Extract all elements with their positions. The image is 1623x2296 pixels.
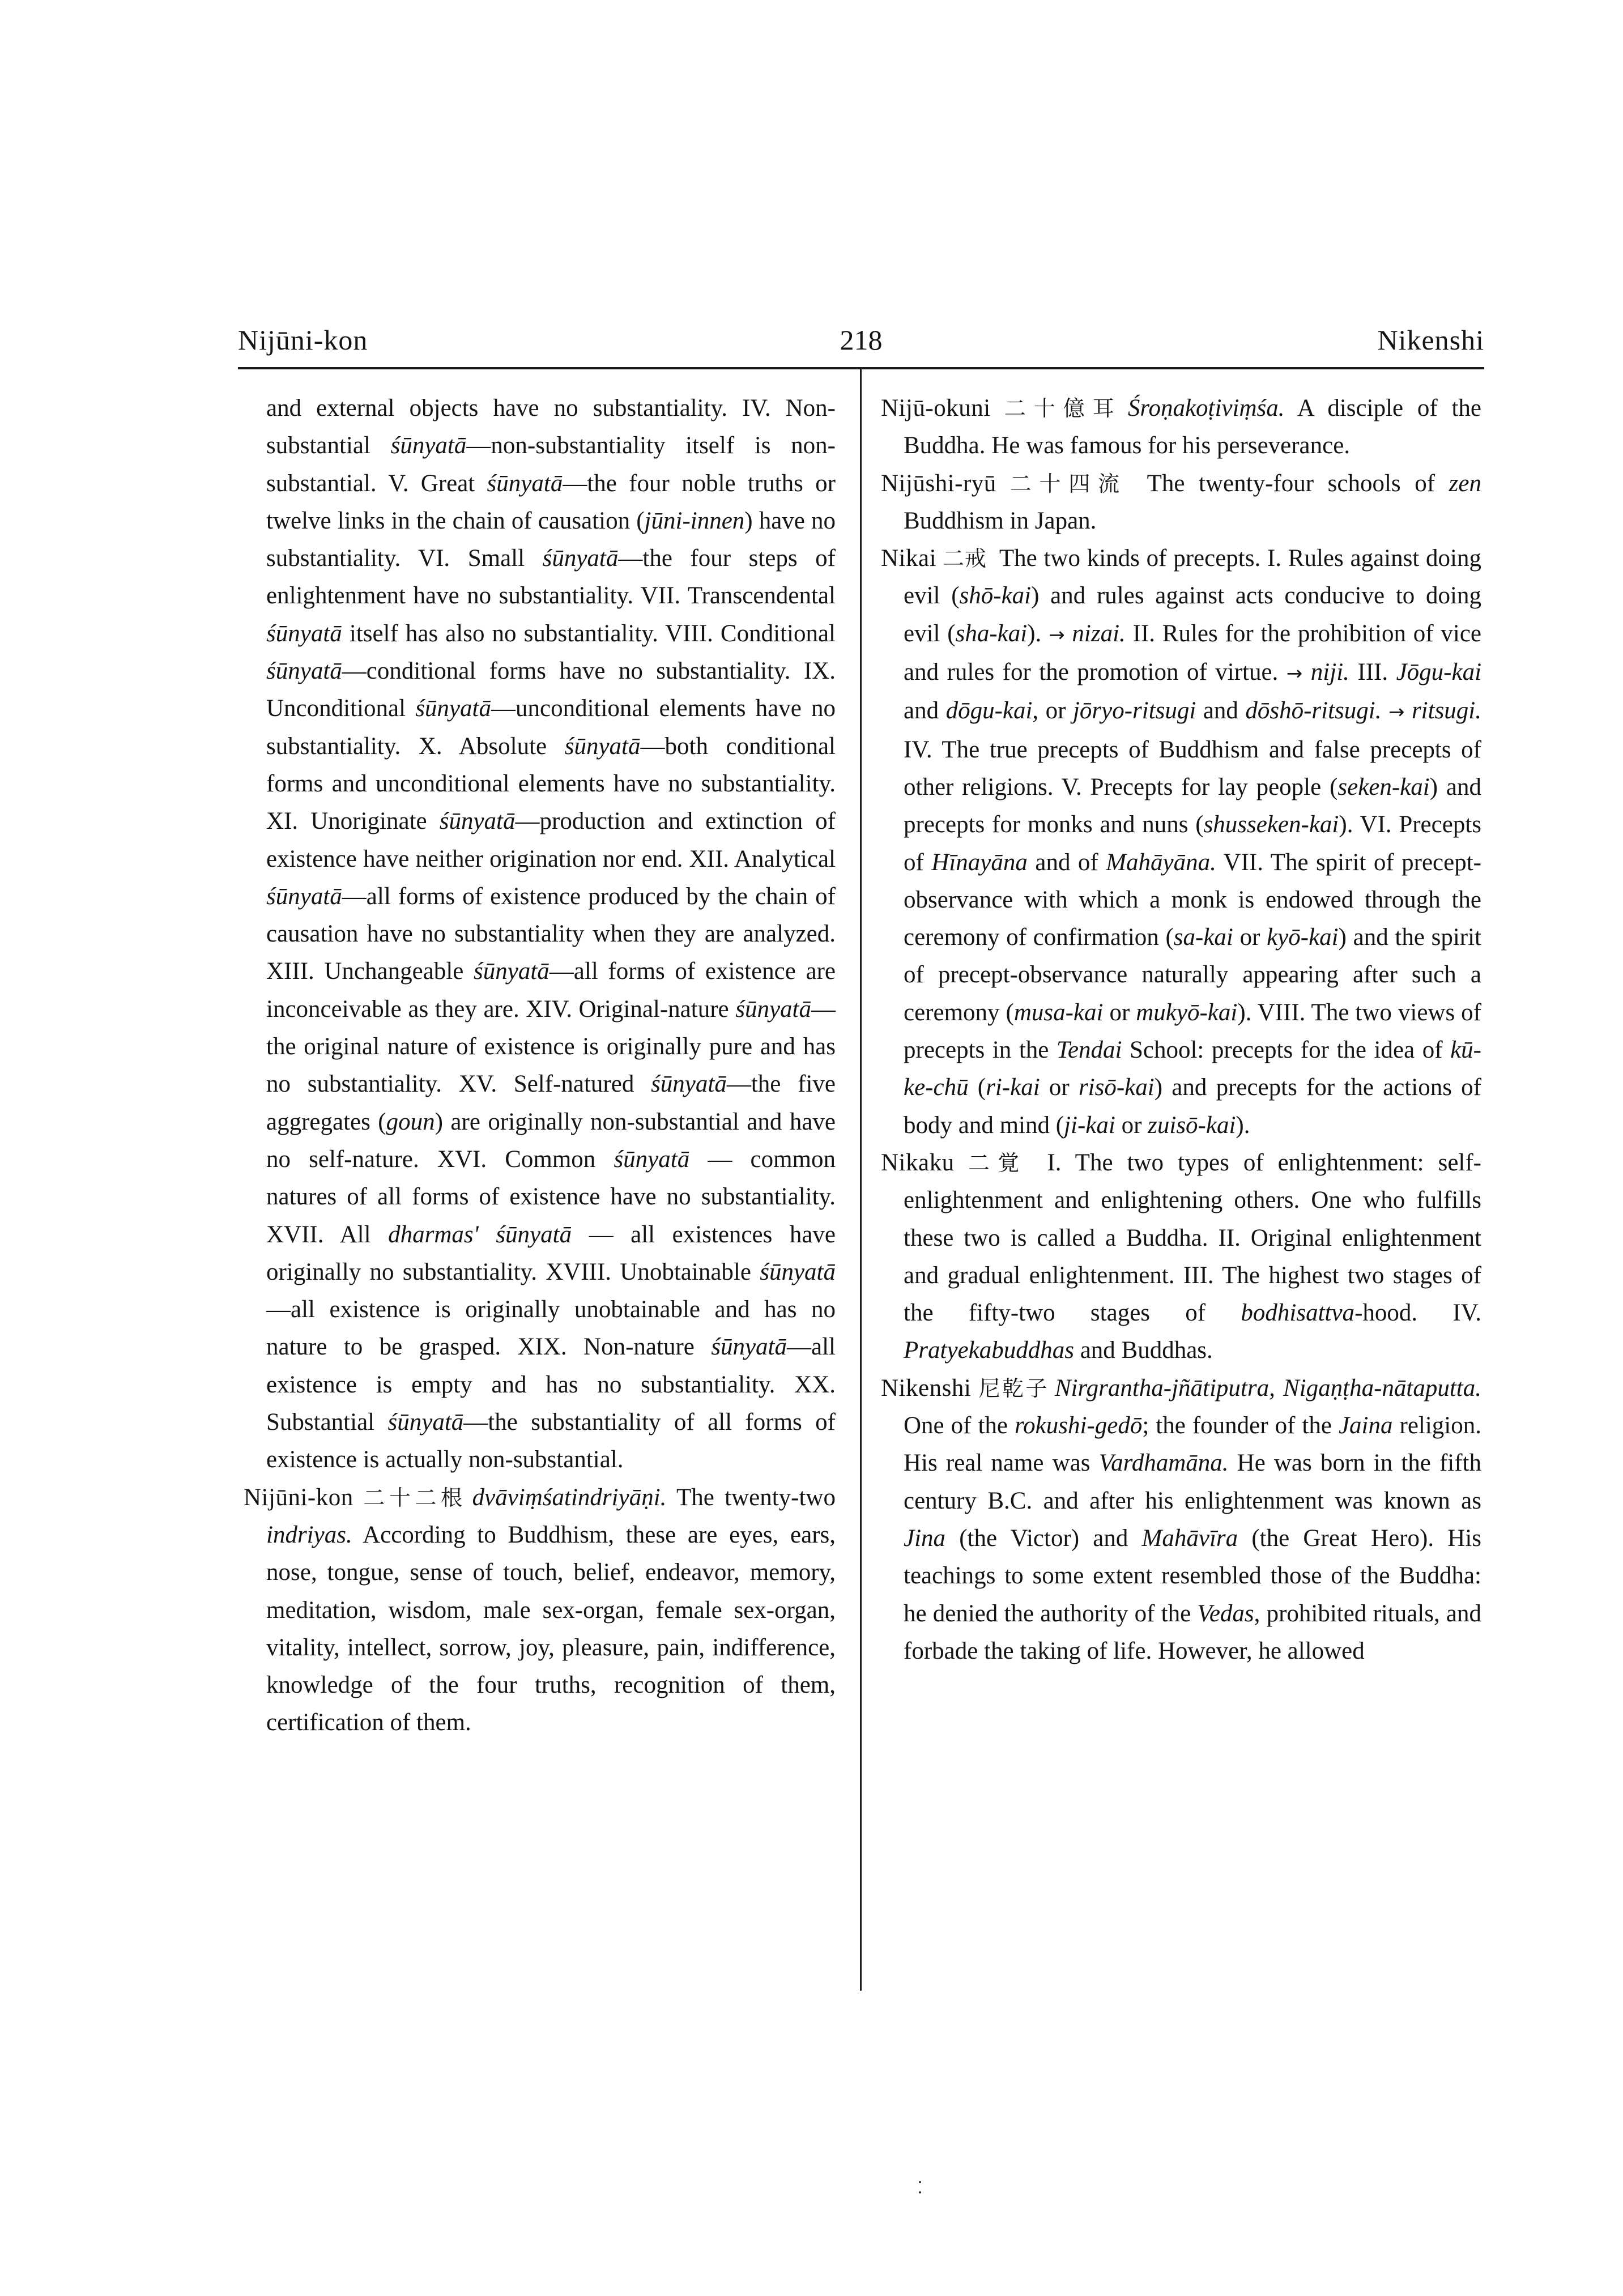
- dictionary-entry: [881, 390, 1481, 465]
- definition-text: —unconditional elements have no substantiality. X. Absolute: [266, 695, 836, 760]
- dictionary-entry: [881, 540, 1481, 1144]
- definition-text: —the five aggregates (: [266, 1071, 836, 1135]
- definition-text: or: [1233, 924, 1267, 951]
- definition-text: [1065, 620, 1072, 647]
- italic-term: bodhisattva: [1241, 1300, 1355, 1327]
- definition-text: (the Victor) and: [945, 1524, 1142, 1552]
- definition-text: —the original nature of existence is originally pure and has no substantiality. XV. Self-natured: [266, 995, 836, 1098]
- dictionary-entry: [881, 1370, 1481, 1670]
- definition-text: or: [1115, 1111, 1148, 1139]
- italic-term: Hīnayāna: [931, 849, 1028, 876]
- italic-term: śūnyatā: [542, 545, 619, 572]
- stray-mark: [919, 2181, 921, 2183]
- definition-text: [1404, 697, 1411, 724]
- definition-text: ). VI. Precepts of: [904, 811, 1481, 876]
- italic-term: śūnyatā: [474, 958, 549, 985]
- italic-term: Jina: [904, 1524, 946, 1552]
- right-entries: [881, 390, 1481, 1670]
- entry-headword: Nijūni-kon: [244, 1484, 353, 1511]
- italic-term: jūni-innen: [644, 507, 745, 534]
- definition-text: ) and precepts for monks and nuns (: [904, 773, 1482, 838]
- entry-kanji: 二覚: [960, 1150, 1028, 1175]
- italic-term: Mahāvīra: [1141, 1524, 1238, 1552]
- italic-term: ritsugi.: [1411, 697, 1481, 725]
- italic-term: niji.: [1310, 659, 1349, 686]
- italic-term: musa-kai: [1013, 999, 1104, 1026]
- definition-text: itself has also no substantiality. VIII. Conditional: [342, 620, 836, 647]
- definition-text: -hood. IV.: [1354, 1300, 1481, 1327]
- cross-reference-arrow-icon: →: [1049, 623, 1065, 646]
- definition-text: and: [904, 697, 946, 725]
- definition-text: III.: [1349, 659, 1396, 686]
- definition-text: IV. The true precepts of Buddhism and false precepts of other religions. V. Precepts for lay people (: [904, 736, 1481, 800]
- definition-text: —all forms of existence produced by the chain of causation have no substantiality when they are analyzed. XIII. Unchangeable: [266, 883, 836, 985]
- definition-text: VII. The spirit of precept-observance with which a monk is endowed through the ceremony of confirmation (: [904, 849, 1481, 951]
- italic-term: Nirgrantha-jñātiputra, Nigaṇṭha-nātaputta.: [1054, 1374, 1481, 1402]
- dictionary-entry: [881, 1144, 1481, 1370]
- italic-term: śūnyatā: [266, 658, 342, 685]
- cross-reference-arrow-icon: →: [1286, 662, 1303, 685]
- italic-term: Jōgu-kai: [1396, 659, 1482, 686]
- italic-term: Vedas: [1197, 1600, 1254, 1627]
- definition-text: Buddhism in Japan.: [904, 507, 1097, 534]
- definition-text: — common natures of all forms of existence have no substantiality. XVII. All: [266, 1145, 836, 1248]
- dictionary-entry: [881, 465, 1481, 540]
- italic-term: sha-kai: [955, 620, 1028, 647]
- italic-term: śūnyatā: [651, 1071, 727, 1098]
- definition-text: and external objects have no substantiality. IV. Non-substantial: [266, 395, 836, 459]
- italic-term: ri-kai: [986, 1074, 1040, 1101]
- italic-term: śūnyatā: [390, 432, 467, 459]
- definition-text: , prohibited rituals, and forbade the taking of life. However, he allowed: [904, 1600, 1481, 1664]
- definition-text: and: [1196, 697, 1246, 725]
- running-head-last-entry: Nikenshi: [1377, 324, 1484, 356]
- entry-headword: Nijūshi-ryū: [881, 470, 996, 497]
- italic-term: śūnyatā: [614, 1145, 690, 1173]
- entry-kanji: 二十四流: [1002, 471, 1128, 496]
- entry-headword: Nikenshi: [881, 1374, 972, 1402]
- italic-term: dvāviṃśatindriyāṇi.: [472, 1484, 667, 1511]
- definition-text: religion. His real name was: [904, 1412, 1482, 1477]
- definition-text: and of: [1027, 849, 1106, 876]
- italic-term: śūnyatā: [487, 470, 563, 497]
- entry-headword: Nikai: [881, 545, 937, 572]
- definition-text: —the four noble truths or twelve links in the chain of causation (: [266, 470, 836, 534]
- italic-term: shō-kai: [959, 582, 1032, 610]
- italic-term: sa-kai: [1173, 924, 1233, 951]
- definition-text: One of the: [904, 1412, 1015, 1439]
- definition-text: (the Great Hero). His teachings to some extent resembled those of the Buddha: he denied the authority of the: [904, 1524, 1481, 1627]
- definition-text: or: [1040, 1074, 1079, 1101]
- italic-term: kū-ke-chū: [904, 1037, 1481, 1101]
- italic-term: kyō-kai: [1267, 924, 1339, 951]
- column-divider: [860, 369, 862, 1991]
- italic-term: goun: [386, 1108, 435, 1135]
- italic-term: seken-kai: [1337, 773, 1430, 800]
- stray-mark: [919, 2191, 921, 2193]
- italic-term: Pratyekabuddhas: [904, 1337, 1074, 1364]
- definition-text: and Buddhas.: [1074, 1337, 1213, 1364]
- definition-text: ) and rules against acts conducive to doing evil (: [904, 582, 1481, 647]
- definition-text: — all existences have originally no substantiality. XVIII. Unobtainable: [266, 1221, 836, 1285]
- definition-text: ) are originally non-substantial and have no self-nature. XVI. Common: [266, 1108, 836, 1173]
- definition-text: [1302, 659, 1311, 685]
- running-head-first-entry: Nijūni-kon: [238, 324, 368, 356]
- definition-text: or: [1103, 999, 1136, 1026]
- italic-term: śūnyatā: [760, 1258, 836, 1285]
- definition-text: (: [968, 1074, 986, 1101]
- definition-text: A disciple of the Buddha. He was famous for his perseverance.: [904, 395, 1481, 459]
- definition-text: I. The two types of enlightenment: self-enlightenment and enlightening others. One who fulfills these two is called a Buddha. II. Original enlightenment and gradual enlightenment. III. The highest two stages of the fifty-two stages of: [904, 1149, 1481, 1327]
- italic-term: śūnyatā: [735, 995, 811, 1023]
- italic-term: dōgu-kai: [945, 697, 1033, 725]
- italic-term: śūnyatā: [266, 883, 342, 910]
- left-column: [244, 390, 836, 1742]
- definition-text: ) and precepts for the actions of body and mind (: [904, 1074, 1481, 1139]
- definition-text: —the substantiality of all forms of existence is actually non-substantial.: [266, 1409, 836, 1473]
- italic-term: indriyas.: [266, 1521, 352, 1548]
- italic-term: dharmas': [388, 1221, 479, 1248]
- italic-term: zuisō-kai: [1148, 1111, 1236, 1139]
- definition-text: ). VIII. The two views of precepts in the: [904, 999, 1481, 1064]
- definition-text: —the four steps of enlightenment have no substantiality. VII. Transcendental: [266, 545, 836, 610]
- right-column: [881, 390, 1481, 1670]
- italic-term: śūnyatā: [564, 732, 641, 760]
- definition-text: ; the founder of the: [1142, 1412, 1339, 1439]
- italic-term: śūnyatā: [415, 695, 491, 722]
- italic-term: risō-kai: [1078, 1074, 1155, 1101]
- definition-text: [479, 1221, 496, 1248]
- definition-text: ).: [1027, 620, 1049, 647]
- italic-term: dōshō-ritsugi.: [1245, 697, 1382, 725]
- definition-text: The two kinds of precepts. I. Rules against doing evil (: [904, 545, 1481, 610]
- dictionary-entry: [244, 1479, 836, 1742]
- entry-kanji: 二十億耳: [996, 396, 1122, 421]
- italic-term: zen: [1449, 470, 1481, 497]
- definition-text: —all existence is originally unobtainable and has no nature to be grasped. XIX. Non-nature: [266, 1296, 836, 1361]
- italic-term: Vardhamāna.: [1098, 1450, 1229, 1477]
- definition-text: ).: [1236, 1111, 1250, 1139]
- italic-term: śūnyatā: [387, 1409, 464, 1436]
- italic-term: śūnyatā: [266, 620, 342, 647]
- definition-text: ) and the spirit of precept-observance naturally appearing after such a ceremony (: [904, 924, 1481, 1026]
- definition-text: —production and extinction of existence have neither origination nor end. XII. Analytical: [266, 808, 836, 872]
- definition-text: The twenty-four schools of: [1133, 470, 1449, 497]
- page-number: 218: [840, 324, 883, 356]
- italic-term: jōryo-ritsugi: [1072, 697, 1196, 725]
- left-entries: [244, 1479, 836, 1742]
- definition-text: He was born in the fifth century B.C. and after his enlightenment was known as: [904, 1450, 1481, 1514]
- definition-text: —conditional forms have no substantiality. IX. Unconditional: [266, 658, 836, 722]
- running-head: [238, 317, 1484, 363]
- continued-entry-text: [244, 390, 836, 1479]
- italic-term: Jaina: [1338, 1412, 1393, 1439]
- italic-term: ji-kai: [1064, 1111, 1115, 1139]
- definition-text: —both conditional forms and unconditional elements have no substantiality. XI. Unoriginate: [266, 732, 836, 835]
- definition-text: , or: [1032, 697, 1073, 725]
- definition-text: The twenty-two: [666, 1484, 836, 1511]
- italic-term: Tendai: [1056, 1037, 1122, 1064]
- italic-term: śūnyatā: [711, 1334, 787, 1361]
- italic-term: śūnyatā: [439, 808, 516, 835]
- definition-text: According to Buddhism, these are eyes, ears, nose, tongue, sense of touch, belief, endeavor, memory, meditation, wisdom, male sex-organ, female sex-organ, vitality, intellect, sorrow, joy, pleasure, pain, indifference, knowledge of the four truths, recognition of them, certification of them.: [266, 1521, 836, 1736]
- italic-term: rokushi-gedō: [1015, 1412, 1143, 1439]
- definition-text: —all forms of existence are inconceivable as they are. XIV. Original-nature: [266, 958, 836, 1023]
- italic-term: Mahāyāna.: [1106, 849, 1216, 876]
- entry-kanji: 二十二根: [359, 1485, 467, 1510]
- italic-term: mukyō-kai: [1136, 999, 1238, 1026]
- definition-text: ) have no substantiality. VI. Small: [266, 507, 836, 572]
- italic-term: shusseken-kai: [1203, 811, 1339, 838]
- entry-kanji: 二戒: [942, 546, 987, 572]
- italic-term: śūnyatā: [496, 1221, 572, 1248]
- definition-text: School: precepts for the idea of: [1122, 1037, 1451, 1064]
- entry-kanji: 尼乾子: [977, 1375, 1049, 1401]
- definition-text: II. Rules for the prohibition of vice and rules for the promotion of virtue.: [904, 620, 1481, 686]
- definition-text: —all existence is empty and has no substantiality. XX. Substantial: [266, 1334, 836, 1436]
- cross-reference-arrow-icon: →: [1388, 701, 1405, 724]
- entry-headword: Nijū-okuni: [881, 395, 991, 421]
- italic-term: Śroṇakoṭiviṃśa.: [1127, 395, 1285, 421]
- definition-text: —non-substantiality itself is non-substantial. V. Great: [266, 432, 836, 497]
- italic-term: nizai.: [1072, 620, 1126, 647]
- definition-text: [1382, 697, 1388, 724]
- entry-headword: Nikaku: [881, 1149, 955, 1176]
